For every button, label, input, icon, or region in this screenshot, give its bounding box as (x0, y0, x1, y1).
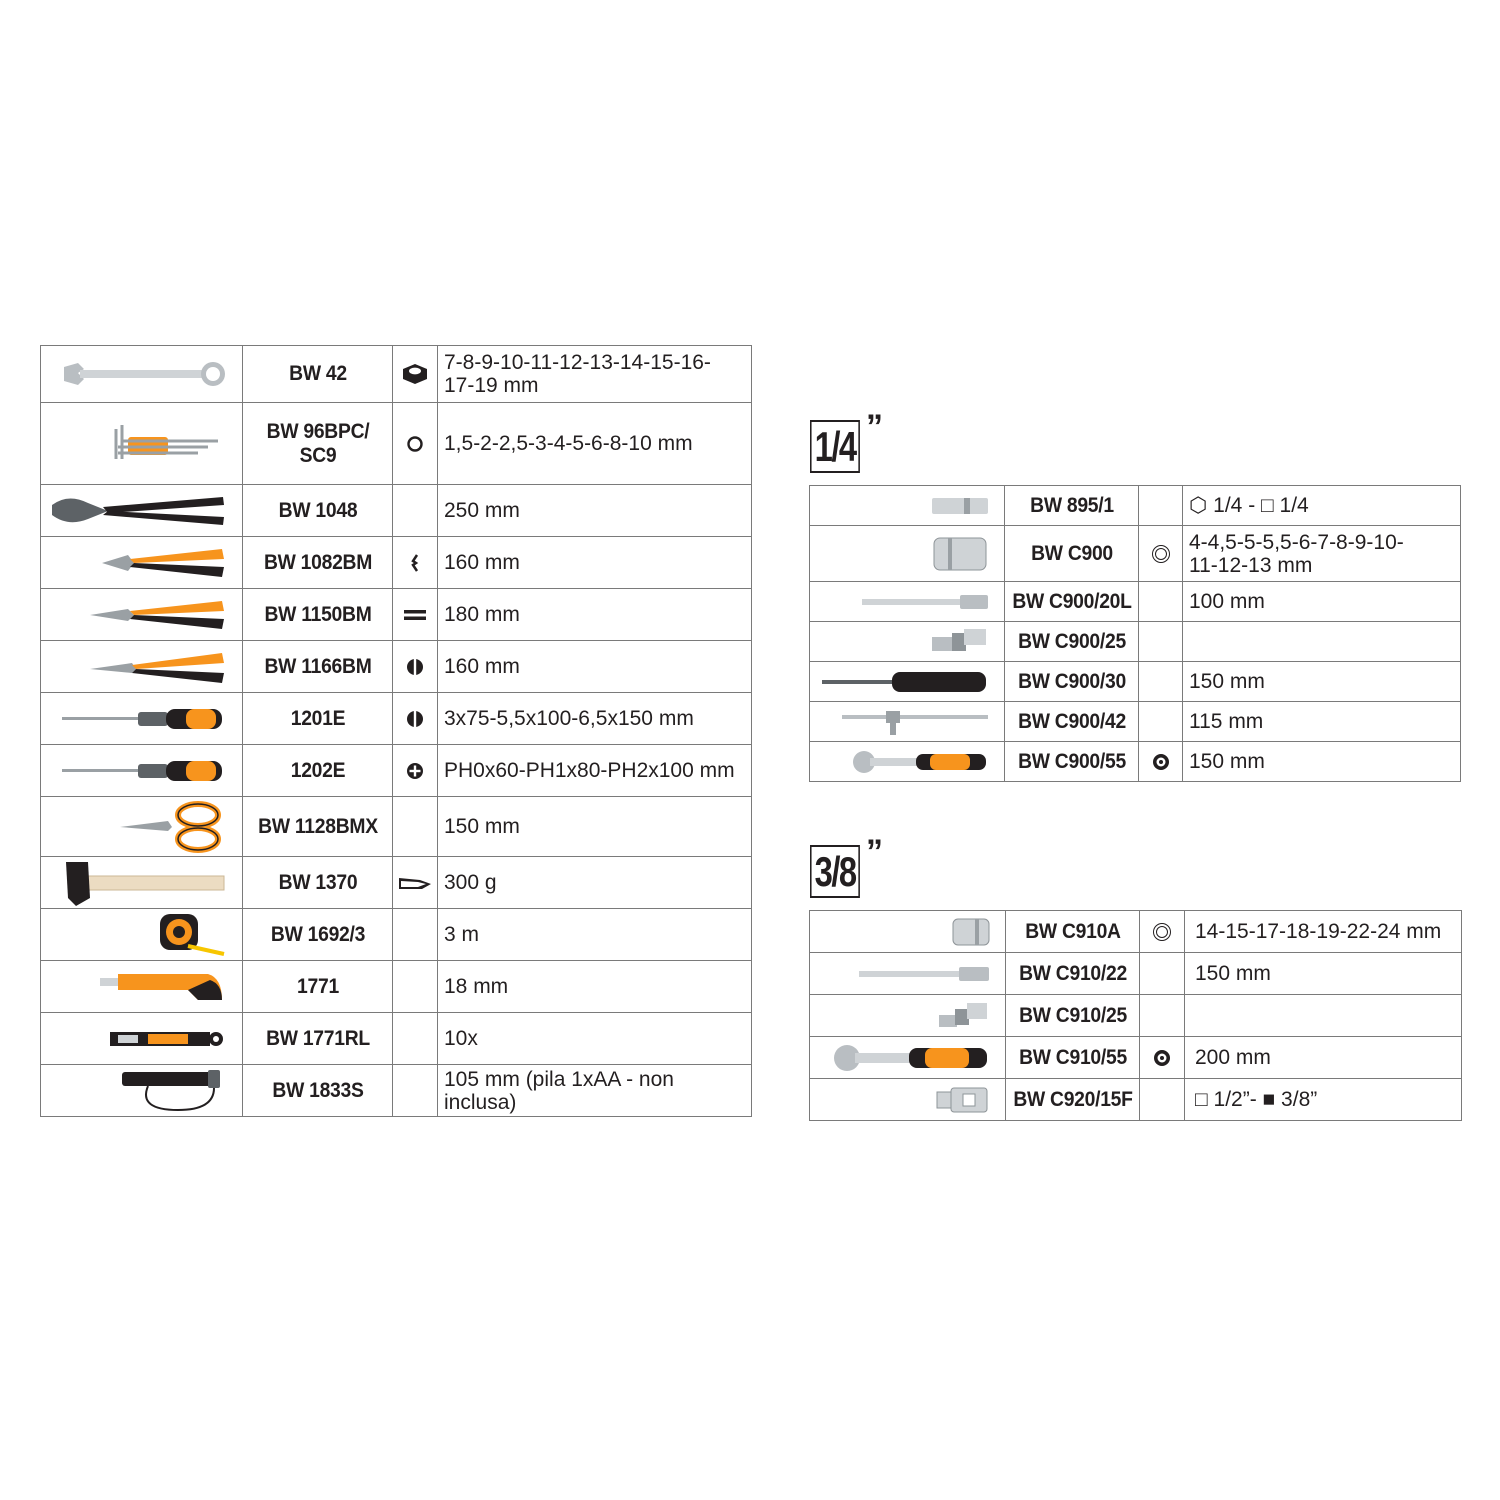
table-row (810, 995, 1462, 1037)
product-description: 200 mm (1185, 1037, 1462, 1079)
table-row (810, 662, 1461, 702)
product-code: BW 1150BM (249, 589, 387, 641)
inch-mark: ” (866, 833, 883, 871)
tool-image-ratchet (810, 1037, 1006, 1079)
table-row (41, 745, 752, 797)
product-code: BW C900/20L (1010, 582, 1133, 622)
table-row (810, 911, 1462, 953)
slotted-screw-icon (393, 693, 438, 745)
hammer-head-icon (393, 857, 438, 909)
product-description (1183, 622, 1461, 662)
table-row (810, 1079, 1462, 1121)
product-description: □ 1/2”- ■ 3/8” (1185, 1079, 1462, 1121)
three-eighths-inch-tools-table (809, 910, 1462, 1121)
product-code: BW 1771RL (249, 1013, 387, 1065)
product-code: BW C900/25 (1010, 622, 1133, 662)
product-code: BW C900/42 (1010, 702, 1133, 742)
drive-size-three-eighths-label: 3/8 (810, 845, 860, 898)
table-row (41, 797, 752, 857)
product-description: 7-8-9-10-11-12-13-14-15-16- 17-19 mm (438, 346, 752, 403)
product-description: 150 mm (438, 797, 752, 857)
tool-image-tape-measure (41, 909, 243, 961)
socket-12pt-icon (1139, 526, 1183, 582)
product-description: 160 mm (438, 537, 752, 589)
product-description: 18 mm (438, 961, 752, 1013)
product-code: BW 96BPC/ SC9 (249, 403, 387, 485)
product-description: 4-4,5-5-5,5-6-7-8-9-10- 11-12-13 mm (1183, 526, 1461, 582)
product-description: 105 mm (pila 1xAA - non inclusa) (438, 1065, 752, 1117)
product-description: 10x (438, 1013, 752, 1065)
tool-image-extension-bar (810, 953, 1006, 995)
table-row (41, 403, 752, 485)
product-description: 3x75-5,5x100-6,5x150 mm (438, 693, 752, 745)
table-row (41, 1065, 752, 1117)
slotted-screw-icon (393, 641, 438, 693)
drive-size-three-eighths-badge (810, 833, 883, 898)
product-code: BW C910/22 (1011, 953, 1134, 995)
tool-image-ratchet (810, 742, 1005, 782)
ratchet-teeth-icon (1140, 1037, 1185, 1079)
table-row (810, 622, 1461, 662)
product-code: BW 1048 (249, 485, 387, 537)
product-code: 1771 (249, 961, 387, 1013)
tool-image-hammer (41, 857, 243, 909)
tool-image-extension-bar (810, 582, 1005, 622)
product-description: 115 mm (1183, 702, 1461, 742)
tool-image-long-nose-pliers (41, 641, 243, 693)
tool-image-blade-dispenser (41, 1013, 243, 1065)
table-row (41, 346, 752, 403)
product-code: BW 1128BMX (249, 797, 387, 857)
tool-image-electrician-scissors (41, 797, 243, 857)
phillips-screw-icon (393, 745, 438, 797)
product-description: 250 mm (438, 485, 752, 537)
table-row (41, 589, 752, 641)
tool-image-spinner-handle (810, 662, 1005, 702)
product-code: BW 1166BM (249, 641, 387, 693)
tool-image-flashlight (41, 1065, 243, 1117)
tool-image-universal-joint (810, 622, 1005, 662)
product-code: BW 1370 (249, 857, 387, 909)
product-description: PH0x60-PH1x80-PH2x100 mm (438, 745, 752, 797)
inch-mark: ” (866, 408, 883, 446)
product-code: BW C920/15F (1011, 1079, 1134, 1121)
table-row (810, 526, 1461, 582)
product-description: 150 mm (1185, 953, 1462, 995)
left-tools-table (40, 345, 752, 1117)
ratchet-teeth-icon (1139, 742, 1183, 782)
product-code: BW C900/55 (1010, 742, 1133, 782)
drive-size-quarter-label: 1/4 (810, 420, 860, 473)
tool-image-socket (810, 526, 1005, 582)
product-code: 1202E (249, 745, 387, 797)
tool-image-socket (810, 911, 1006, 953)
table-row (41, 909, 752, 961)
socket-12pt-icon (1140, 911, 1185, 953)
table-row (41, 961, 752, 1013)
table-row (41, 641, 752, 693)
table-row (810, 742, 1461, 782)
tool-image-slotted-screwdriver (41, 693, 243, 745)
product-description: 3 m (438, 909, 752, 961)
product-description: 180 mm (438, 589, 752, 641)
hex-nut-icon (393, 346, 438, 403)
product-code: BW C910/25 (1011, 995, 1134, 1037)
product-description: 300 g (438, 857, 752, 909)
tool-image-bit-adaptor (810, 486, 1005, 526)
flat-jaw-icon (393, 589, 438, 641)
circle-icon (393, 403, 438, 485)
tool-image-combination-wrench (41, 346, 243, 403)
tool-image-hex-key-set (41, 403, 243, 485)
product-code: BW 42 (249, 346, 387, 403)
table-row (41, 537, 752, 589)
table-row (41, 857, 752, 909)
product-code: BW 1692/3 (249, 909, 387, 961)
diagonal-cutter-icon (393, 537, 438, 589)
product-description (1185, 995, 1462, 1037)
tool-image-universal-joint (810, 995, 1006, 1037)
table-row (41, 693, 752, 745)
tool-image-sliding-t-bar (810, 702, 1005, 742)
quarter-inch-tools-table (809, 485, 1461, 782)
product-description: 14-15-17-18-19-22-24 mm (1185, 911, 1462, 953)
product-description: 150 mm (1183, 742, 1461, 782)
table-row (810, 702, 1461, 742)
table-row (41, 1013, 752, 1065)
product-description: 1,5-2-2,5-3-4-5-6-8-10 mm (438, 403, 752, 485)
tool-image-square-adaptor (810, 1079, 1006, 1121)
table-row (41, 485, 752, 537)
product-code: BW 1833S (249, 1065, 387, 1117)
product-code: 1201E (249, 693, 387, 745)
product-description: 150 mm (1183, 662, 1461, 702)
tool-image-diagonal-cutters (41, 537, 243, 589)
product-code: BW C900/30 (1010, 662, 1133, 702)
table-row (810, 1037, 1462, 1079)
tool-image-combination-pliers (41, 589, 243, 641)
drive-size-quarter-badge (810, 408, 883, 473)
tool-image-utility-knife (41, 961, 243, 1013)
product-code: BW 1082BM (249, 537, 387, 589)
product-code: BW 895/1 (1010, 486, 1133, 526)
product-description: 160 mm (438, 641, 752, 693)
table-row (810, 486, 1461, 526)
product-code: BW C910/55 (1011, 1037, 1134, 1079)
product-code: BW C900 (1010, 526, 1133, 582)
product-code: BW C910A (1011, 911, 1134, 953)
tool-image-phillips-screwdriver (41, 745, 243, 797)
product-description: ⬡ 1/4 - □ 1/4 (1183, 486, 1461, 526)
product-description: 100 mm (1183, 582, 1461, 622)
table-row (810, 582, 1461, 622)
table-row (810, 953, 1462, 995)
tool-image-water-pump-pliers (41, 485, 243, 537)
